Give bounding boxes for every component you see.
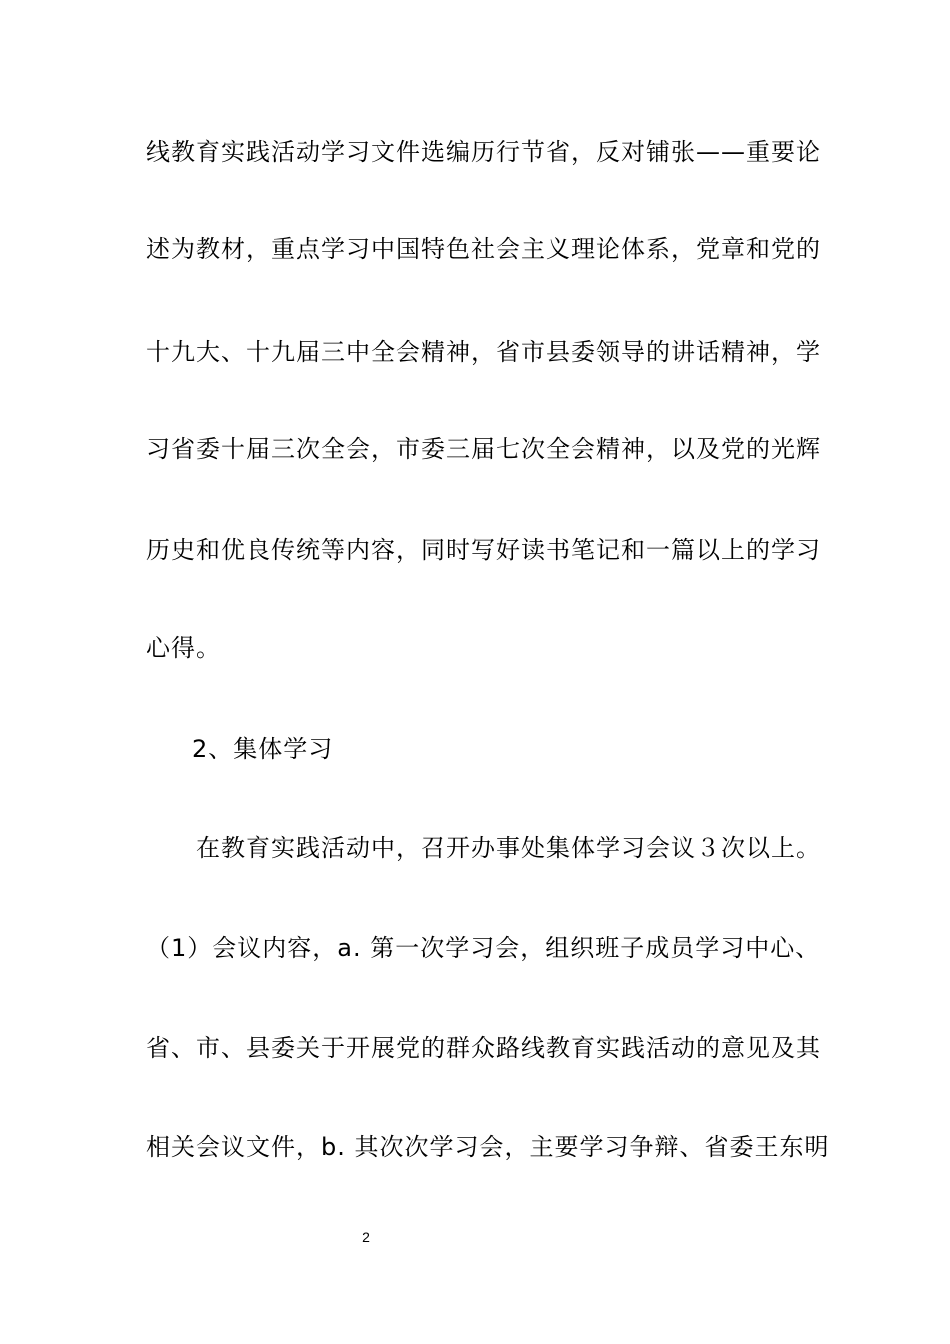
page-number: 2 — [362, 1229, 370, 1245]
paragraph-line: 相关会议文件，b. 其次次学习会，主要学习争辩、省委王东明 — [146, 1133, 830, 1161]
paragraph-line: 省、市、县委关于开展党的群众路线教育实践活动的意见及其 — [146, 1034, 821, 1062]
paragraph-line: 述为教材，重点学习中国特色社会主义理论体系，党章和党的 — [146, 235, 821, 263]
paragraph-line: 习省委十届三次全会，市委三届七次全会精神，以及党的光辉 — [146, 435, 821, 463]
paragraph-line: 十九大、十九届三中全会精神，省市县委领导的讲话精神，学 — [146, 338, 821, 366]
paragraph-line: 在教育实践活动中，召开办事处集体学习会议３次以上。 — [196, 834, 821, 862]
paragraph-line: 心得。 — [146, 634, 221, 662]
paragraph-line: （1）会议内容，a. 第一次学习会，组织班子成员学习中心、 — [146, 934, 821, 962]
paragraph-line: 历史和优良传统等内容，同时写好读书笔记和一篇以上的学习 — [146, 536, 821, 564]
section-heading: 2、集体学习 — [192, 735, 334, 763]
paragraph-line: 线教育实践活动学习文件选编历行节省，反对铺张——重要论 — [146, 138, 821, 166]
